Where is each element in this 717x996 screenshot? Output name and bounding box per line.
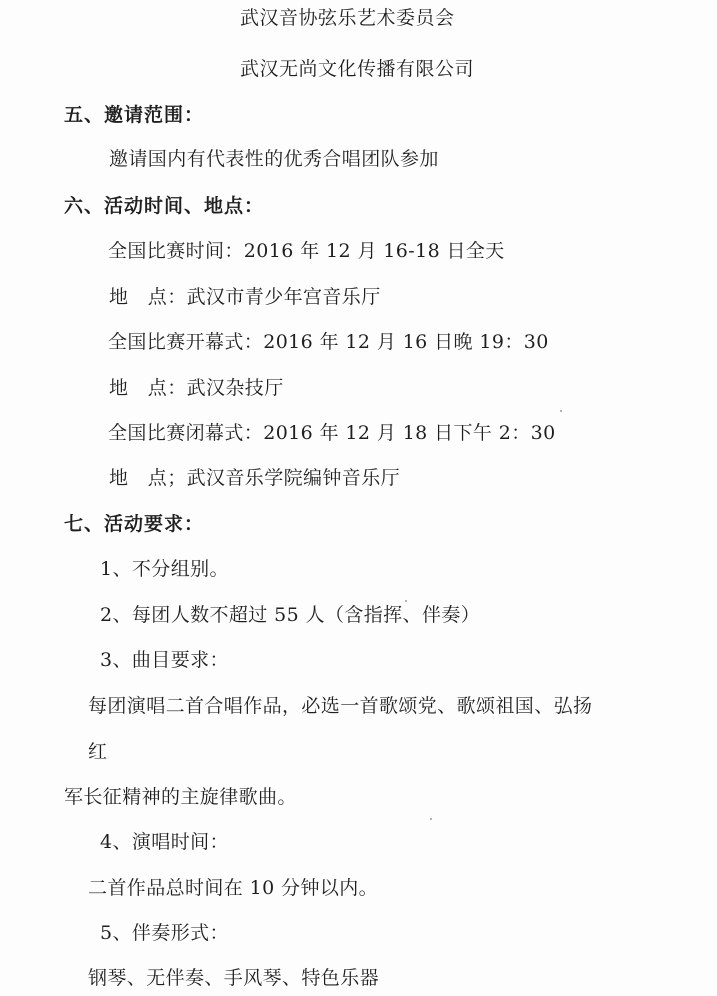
scan-speck [405,600,407,602]
section-7-heading: 七、活动要求： [64,513,205,535]
requirement-item: 1、不分组别。 [100,558,229,580]
requirement-text: 军长征精神的主旋律歌曲。 [64,786,297,808]
scan-speck [560,410,562,412]
opening-ceremony-line: 全国比赛开幕式：2016 年 12 月 16 日晚 19：30 [108,331,549,353]
requirement-item: 5、伴奏形式： [100,922,229,944]
contest-venue-line: 地 点：武汉市青少年宫音乐厅 [109,286,381,308]
requirement-item: 3、曲目要求： [100,649,229,671]
scan-speck [430,818,432,820]
contest-time-line: 全国比赛时间：2016 年 12 月 16-18 日全天 [108,240,505,262]
opening-venue-line: 地 点：武汉杂技厅 [109,377,284,399]
organizer-line-2: 武汉无尚文化传播有限公司 [240,58,475,80]
closing-venue-line: 地 点；武汉音乐学院编钟音乐厅 [109,467,401,489]
closing-ceremony-line: 全国比赛闭幕式：2016 年 12 月 18 日下午 2：30 [108,422,556,444]
requirement-text: 红 [88,741,108,763]
section-5-text: 邀请国内有代表性的优秀合唱团队参加 [109,148,439,170]
section-5-heading: 五、邀请范围： [64,104,205,126]
requirement-text: 钢琴、无伴奏、手风琴、特色乐器 [88,967,380,989]
requirement-text: 二首作品总时间在 10 分钟以内。 [88,877,379,899]
requirement-item: 2、每团人数不超过 55 人（含指挥、伴奏） [100,604,481,626]
requirement-item: 4、演唱时间： [100,831,229,853]
section-6-heading: 六、活动时间、地点： [64,195,265,217]
organizer-line-1: 武汉音协弦乐艺术委员会 [240,7,455,29]
requirement-text: 每团演唱二首合唱作品，必选一首歌颂党、歌颂祖国、弘扬 [88,695,593,717]
